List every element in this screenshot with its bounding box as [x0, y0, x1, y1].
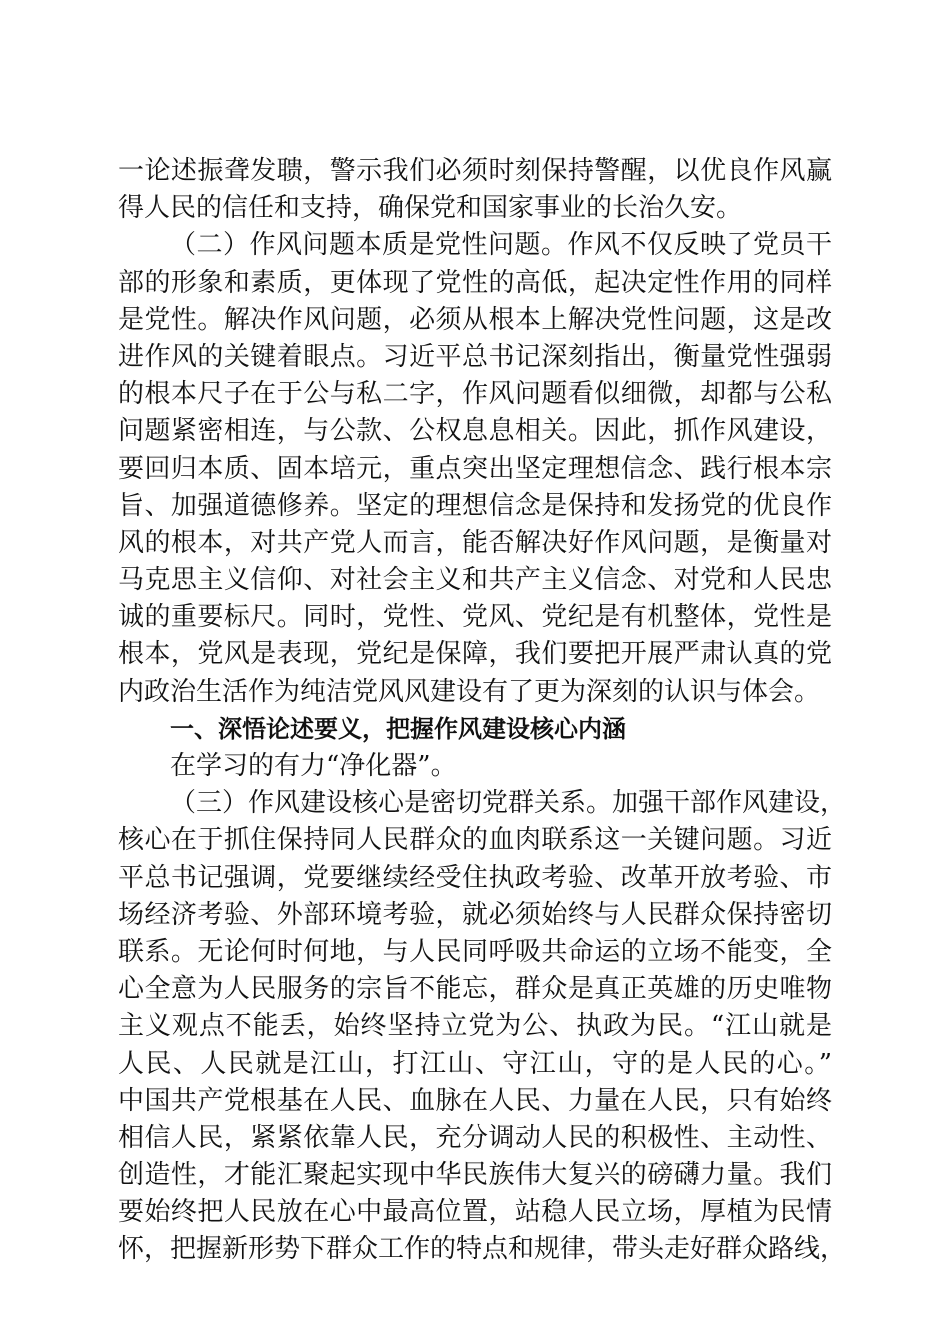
p2-line-10: 马克思主义信仰、对社会主义和共产主义信念、对党和人民忠: [118, 565, 832, 596]
p4-line-1: （三）作风建设核心是密切党群关系。加强干部作风建设，: [170, 788, 847, 819]
p1-line-1: 一论述振聋发聩，警示我们必须时刻保持警醒，以优良作风赢: [118, 156, 832, 186]
p2-line-13: 内政治生活作为纯洁党风风建设有了更为深刻的认识与体会。: [118, 676, 821, 707]
p2-line-12: 根本，党风是表现，党纪是保障，我们要把开展严肃认真的党: [118, 639, 832, 670]
p3-line-1: 在学习的有力“净化器”。: [170, 751, 457, 781]
p2-line-6: 问题紧密相连，与公款、公权息息相关。因此，抓作风建设，: [118, 416, 832, 447]
p4-line-7: 主义观点不能丢，始终坚持立党为公、执政为民。“江山就是: [118, 1011, 832, 1042]
body-text: [118, 153, 847, 1269]
p4-line-8: 人民、人民就是江山，打江山、守江山，守的是人民的心。”: [118, 1048, 832, 1079]
p2-line-9: 风的根本，对共产党人而言，能否解决好作风问题，是衡量对: [118, 527, 832, 558]
p4-line-4: 场经济考验、外部环境考验，就必须始终与人民群众保持密切: [118, 899, 832, 930]
p2-line-1: （二）作风问题本质是党性问题。作风不仅反映了党员干: [170, 230, 832, 261]
p4-line-9: 中国共产党根基在人民、血脉在人民、力量在人民，只有始终: [118, 1085, 832, 1116]
p4-line-10: 相信人民，紧紧依靠人民，充分调动人民的积极性、主动性、: [118, 1122, 832, 1153]
p4-line-12: 要始终把人民放在心中最高位置，站稳人民立场，厚植为民情: [118, 1197, 832, 1228]
p2-line-3: 是党性。解决作风问题，必须从根本上解决党性问题，这是改: [118, 304, 832, 335]
p4-line-3: 平总书记强调，党要继续经受住执政考验、改革开放考验、市: [118, 862, 832, 893]
p4-line-5: 联系。无论何时何地，与人民同呼吸共命运的立场不能变，全: [118, 936, 832, 967]
p2-line-4: 进作风的关键着眼点。习近平总书记深刻指出，衡量党性强弱: [118, 341, 832, 372]
p2-line-7: 要回归本质、固本培元，重点突出坚定理想信念、践行根本宗: [118, 453, 832, 484]
p4-line-13: 怀，把握新形势下群众工作的特点和规律，带头走好群众路线，: [118, 1234, 847, 1265]
p4-line-2: 核心在于抓住保持同人民群众的血肉联系这一关键问题。习近: [118, 825, 832, 856]
p2-line-11: 诚的重要标尺。同时，党性、党风、党纪是有机整体，党性是: [118, 602, 832, 633]
p2-line-5: 的根本尺子在于公与私二字，作风问题看似细微，却都与公私: [118, 379, 832, 410]
p4-line-6: 心全意为人民服务的宗旨不能忘，群众是真正英雄的历史唯物: [118, 974, 832, 1005]
p4-line-11: 创造性，才能汇聚起实现中华民族伟大复兴的磅礴力量。我们: [118, 1160, 832, 1191]
section-heading: 一、深悟论述要义，把握作风建设核心内涵: [170, 714, 626, 743]
p2-line-2: 部的形象和素质，更体现了党性的高低，起决定性作用的同样: [118, 267, 832, 298]
p2-line-8: 旨、加强道德修养。坚定的理想信念是保持和发扬党的优良作: [118, 490, 832, 521]
p1-line-2: 得人民的信任和支持，确保党和国家事业的长治久安。: [118, 193, 743, 224]
